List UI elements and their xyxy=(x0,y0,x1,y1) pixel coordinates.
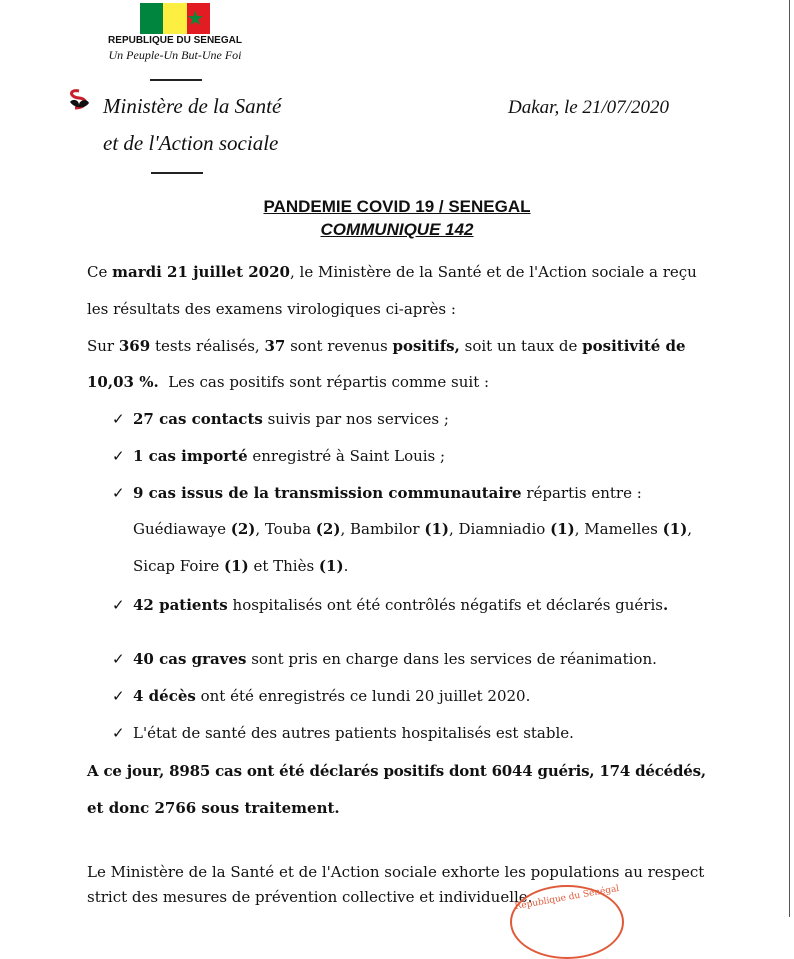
national-motto: Un Peuple-Un But-Une Foi xyxy=(108,48,242,62)
check-icon: ✓ xyxy=(112,596,125,614)
list-item: ✓ 9 cas issus de la transmission communautaire répartis entre : xyxy=(112,484,642,502)
closing-line1: Le Ministère de la Santé et de l'Action sociale exhorte les populations au respect xyxy=(87,863,705,881)
summary-line1: A ce jour, 8985 cas ont été déclarés positifs dont 6044 guéris, 174 décédés, xyxy=(87,762,706,780)
summary-line2: et donc 2766 sous traitement. xyxy=(87,799,340,817)
ministry-name-line2: et de l'Action sociale xyxy=(103,131,279,155)
divider xyxy=(150,79,202,81)
communique-number: COMMUNIQUE 142 xyxy=(320,220,474,239)
closing-line2: strict des mesures de prévention collective et individuelle. xyxy=(87,888,533,906)
document-title: PANDEMIE COVID 19 / SENEGAL xyxy=(263,197,531,216)
star-icon: ★ xyxy=(186,6,205,30)
list-item: ✓ 1 cas importé enregistré à Saint Louis ; xyxy=(112,447,446,465)
senegal-flag xyxy=(140,3,210,34)
check-icon: ✓ xyxy=(112,650,125,668)
check-icon: ✓ xyxy=(112,447,125,465)
ministry-logo xyxy=(67,88,97,112)
paragraph-intro-2: les résultats des examens virologiques ci-après : xyxy=(87,300,456,318)
locations-line2: Sicap Foire (1) et Thiès (1). xyxy=(133,557,349,575)
divider xyxy=(151,172,203,174)
check-icon: ✓ xyxy=(112,484,125,502)
list-item: ✓ 27 cas contacts suivis par nos services ; xyxy=(112,410,449,428)
list-item: ✓ 42 patients hospitalisés ont été contrôlés négatifs et déclarés guéris. xyxy=(112,596,669,614)
list-item: ✓ 40 cas graves sont pris en charge dans les services de réanimation. xyxy=(112,650,657,668)
check-icon: ✓ xyxy=(112,724,125,742)
official-stamp: République du Sénégal xyxy=(510,885,624,959)
page-edge xyxy=(789,0,790,917)
check-icon: ✓ xyxy=(112,410,125,428)
locations-line1: Guédiawaye (2), Touba (2), Bambilor (1), Diamniadio (1), Mamelles (1), xyxy=(133,520,693,538)
paragraph-tests: Sur 369 tests réalisés, 37 sont revenus positifs, soit un taux de positivité de xyxy=(87,337,686,355)
country-name: REPUBLIQUE DU SENEGAL xyxy=(108,35,242,46)
list-item: ✓ 4 décès ont été enregistrés ce lundi 20 juillet 2020. xyxy=(112,687,531,705)
paragraph-rate: 10,03 %. Les cas positifs sont répartis comme suit : xyxy=(87,373,490,391)
ministry-name-line1: Ministère de la Santé xyxy=(103,94,282,118)
check-icon: ✓ xyxy=(112,687,125,705)
list-item: ✓ L'état de santé des autres patients hospitalisés est stable. xyxy=(112,724,574,742)
document-date: Dakar, le 21/07/2020 xyxy=(508,97,669,118)
paragraph-intro: Ce mardi 21 juillet 2020, le Ministère de la Santé et de l'Action sociale a reçu xyxy=(87,263,697,281)
